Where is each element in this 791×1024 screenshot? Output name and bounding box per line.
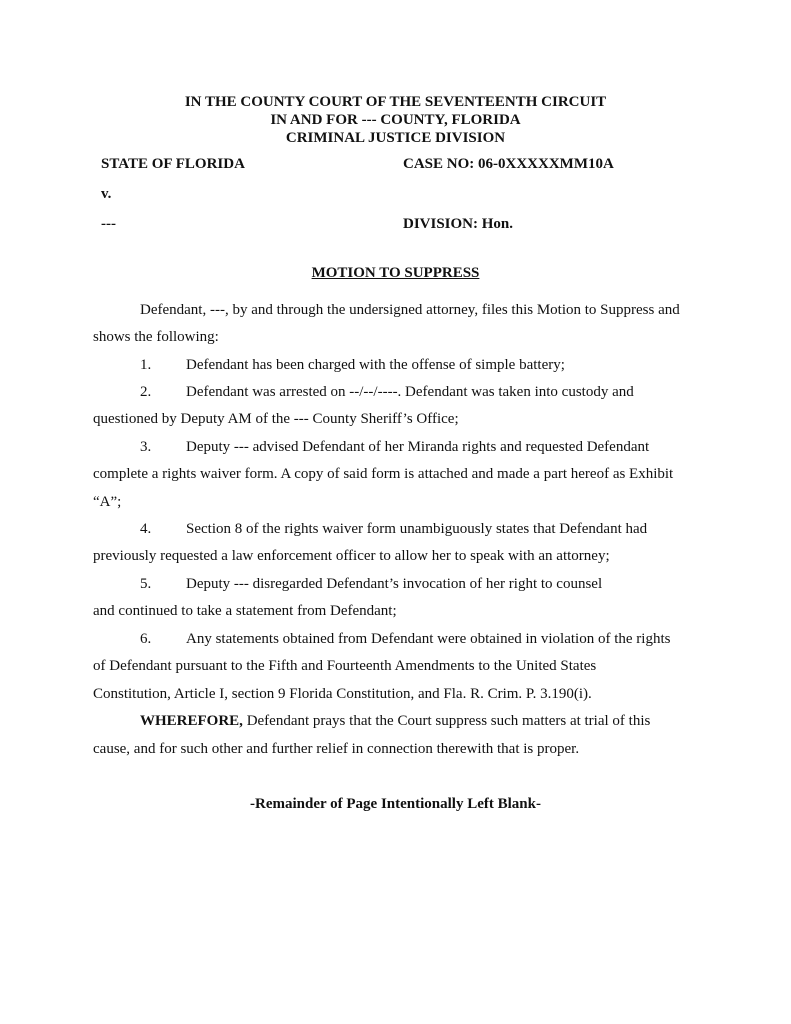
defendant-name: --- bbox=[101, 216, 116, 232]
item-number-4: 4. bbox=[140, 521, 152, 537]
item-6-continuation-2: Constitution, Article I, section 9 Florida Constitution, and Fla. R. Crim. P. 3.190(i). bbox=[93, 686, 592, 702]
item-2-text: Defendant was arrested on --/--/----. Defendant was taken into custody and bbox=[186, 384, 634, 400]
intro-line1: Defendant, ---, by and through the undersigned attorney, files this Motion to Suppress and bbox=[140, 302, 680, 318]
item-5-continuation-1: and continued to take a statement from Defendant; bbox=[93, 603, 397, 619]
motion-title: MOTION TO SUPPRESS bbox=[311, 265, 480, 281]
court-heading-line3: CRIMINAL JUSTICE DIVISION bbox=[285, 130, 506, 146]
intro-line2: shows the following: bbox=[93, 329, 219, 345]
wherefore-lead: WHEREFORE, bbox=[140, 713, 243, 729]
item-2-continuation-1: questioned by Deputy AM of the --- County Sheriff’s Office; bbox=[93, 411, 459, 427]
item-number-3: 3. bbox=[140, 439, 152, 455]
item-number-6: 6. bbox=[140, 631, 152, 647]
division-label: DIVISION: Hon. bbox=[403, 216, 514, 232]
wherefore-line1 bbox=[140, 713, 650, 730]
item-4-continuation-1: previously requested a law enforcement officer to allow her to speak with an attorney; bbox=[93, 548, 610, 564]
item-5-text: Deputy --- disregarded Defendant’s invocation of her right to counsel bbox=[186, 576, 603, 592]
court-heading-line2: IN AND FOR --- COUNTY, FLORIDA bbox=[270, 112, 521, 128]
item-3-continuation-2: “A”; bbox=[93, 494, 122, 510]
plaintiff-name: STATE OF FLORIDA bbox=[101, 156, 245, 172]
item-3-continuation-1: complete a rights waiver form. A copy of said form is attached and made a part hereof as Exhibit bbox=[93, 466, 674, 482]
case-number: CASE NO: 06-0XXXXXMM10A bbox=[403, 156, 614, 172]
item-6-continuation-1: of Defendant pursuant to the Fifth and Fourteenth Amendments to the United States bbox=[93, 658, 597, 674]
remainder-note: -Remainder of Page Intentionally Left Blank- bbox=[250, 796, 541, 812]
item-number-5: 5. bbox=[140, 576, 152, 592]
wherefore-rest: Defendant prays that the Court suppress such matters at trial of this bbox=[242, 713, 651, 729]
wherefore-line2: cause, and for such other and further relief in connection therewith that is proper. bbox=[93, 741, 580, 757]
item-6-text: Any statements obtained from Defendant were obtained in violation of the rights bbox=[186, 631, 671, 647]
item-number-2: 2. bbox=[140, 384, 152, 400]
item-number-1: 1. bbox=[140, 357, 152, 373]
item-1-text: Defendant has been charged with the offense of simple battery; bbox=[186, 357, 565, 373]
item-3-text: Deputy --- advised Defendant of her Miranda rights and requested Defendant bbox=[186, 439, 650, 455]
versus-label: v. bbox=[101, 186, 112, 202]
court-heading-line1: IN THE COUNTY COURT OF THE SEVENTEENTH CIRCUIT bbox=[184, 94, 607, 110]
item-4-text: Section 8 of the rights waiver form unambiguously states that Defendant had bbox=[186, 521, 648, 537]
